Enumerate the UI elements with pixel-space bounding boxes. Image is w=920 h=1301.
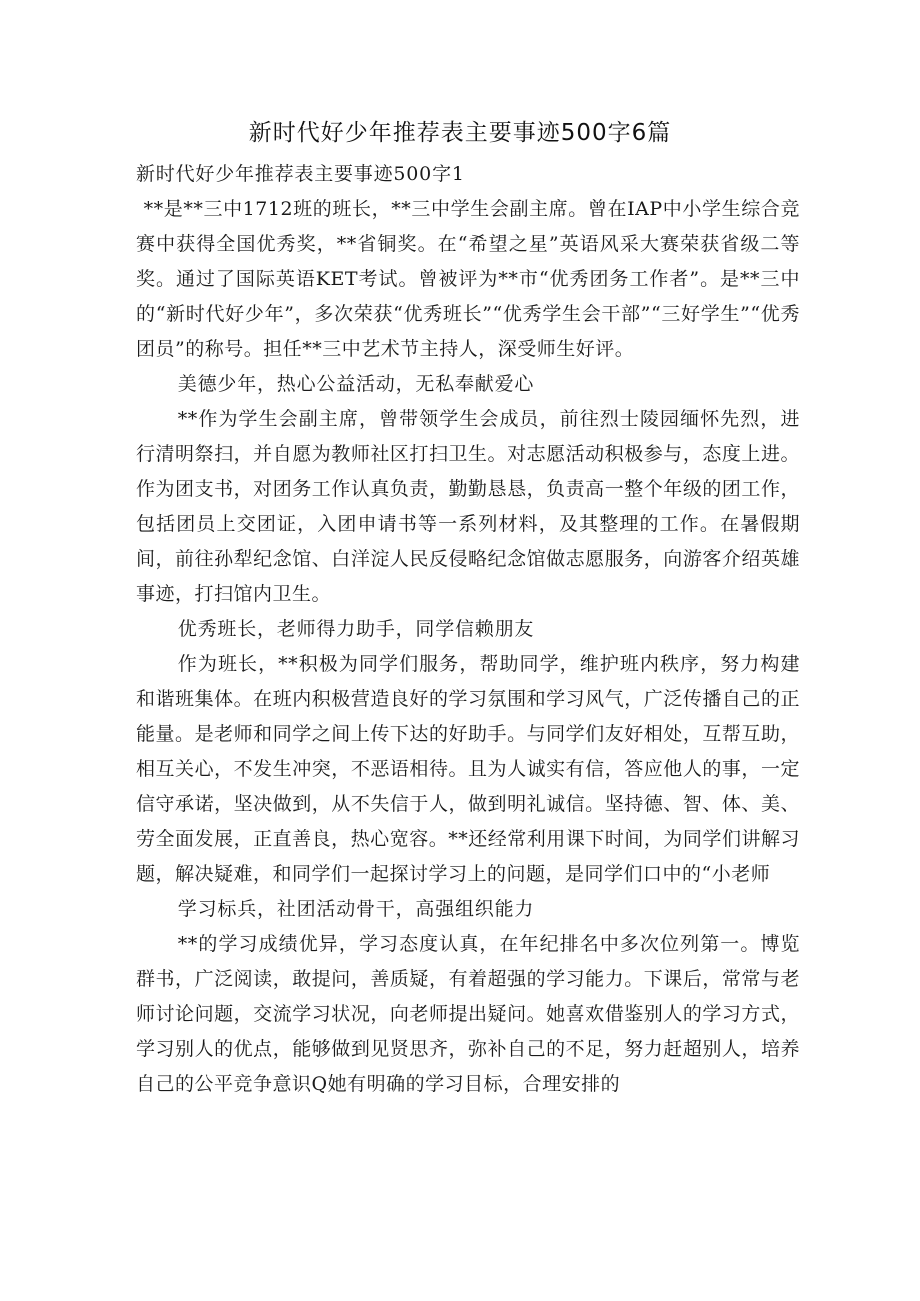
section-heading-monitor: 优秀班长，老师得力助手，同学信赖朋友: [177, 618, 535, 640]
section-heading-study: 学习标兵，社团活动骨干，高强组织能力: [177, 898, 535, 920]
section-heading-virtue: 美德少年，热心公益活动，无私奉献爱心: [177, 373, 535, 395]
document-body: [136, 157, 800, 1102]
article-subtitle: 新时代好少年推荐表主要事迹500字1: [136, 163, 465, 185]
intro-paragraph: **是**三中1712班的班长，**三中学生会副主席。曾在IAP中小学生综合竞赛中获得全国优秀奖，**省铜奖。在“希望之星”英语风采大赛荣获省级二等奖。通过了国际英语KET考试。曾被评为**市“优秀团务工作者”。是**三中的“新时代好少年”，多次荣获“优秀班长”“优秀学生会干部”“三好学生”“优秀团员”的称号。担任**三中艺术节主持人，深受师生好评。: [136, 198, 800, 360]
document-title: 新时代好少年推荐表主要事迹500字6篇: [248, 120, 672, 146]
section-paragraph-study: **的学习成绩优异，学习态度认真，在年纪排名中多次位列第一。博览群书，广泛阅读，敢提问，善质疑，有着超强的学习能力。下课后，常常与老师讨论问题，交流学习状况，向老师提出疑问。她喜欢借鉴别人的学习方式，学习别人的优点，能够做到见贤思齐，弥补自己的不足，努力赶超别人，培养自己的公平竞争意识Q她有明确的学习目标，合理安排的: [136, 933, 800, 1095]
section-paragraph-virtue: **作为学生会副主席，曾带领学生会成员，前往烈士陵园缅怀先烈，进行清明祭扫，并自愿为教师社区打扫卫生。对志愿活动积极参与，态度上进。作为团支书，对团务工作认真负责，勤勤恳恳，负责高一整个年级的团工作，包括团员上交团证，入团申请书等一系列材料，及其整理的工作。在暑假期间，前往孙犁纪念馆、白洋淀人民反侵略纪念馆做志愿服务，向游客介绍英雄事迹，打扫馆内卫生。: [136, 408, 800, 605]
section-paragraph-monitor: 作为班长，**积极为同学们服务，帮助同学，维护班内秩序，努力构建和谐班集体。在班内积极营造良好的学习氛围和学习风气，广泛传播自己的正能量。是老师和同学之间上传下达的好助手。与同学们友好相处，互帮互助，相互关心，不发生冲突，不恶语相待。且为人诚实有信，答应他人的事，一定信守承诺，坚决做到，从不失信于人，做到明礼诚信。坚持德、智、体、美、劳全面发展，正直善良，热心宽容。**还经常利用课下时间，为同学们讲解习题，解决疑难，和同学们一起探讨学习上的问题，是同学们口中的“小老师: [136, 653, 800, 885]
